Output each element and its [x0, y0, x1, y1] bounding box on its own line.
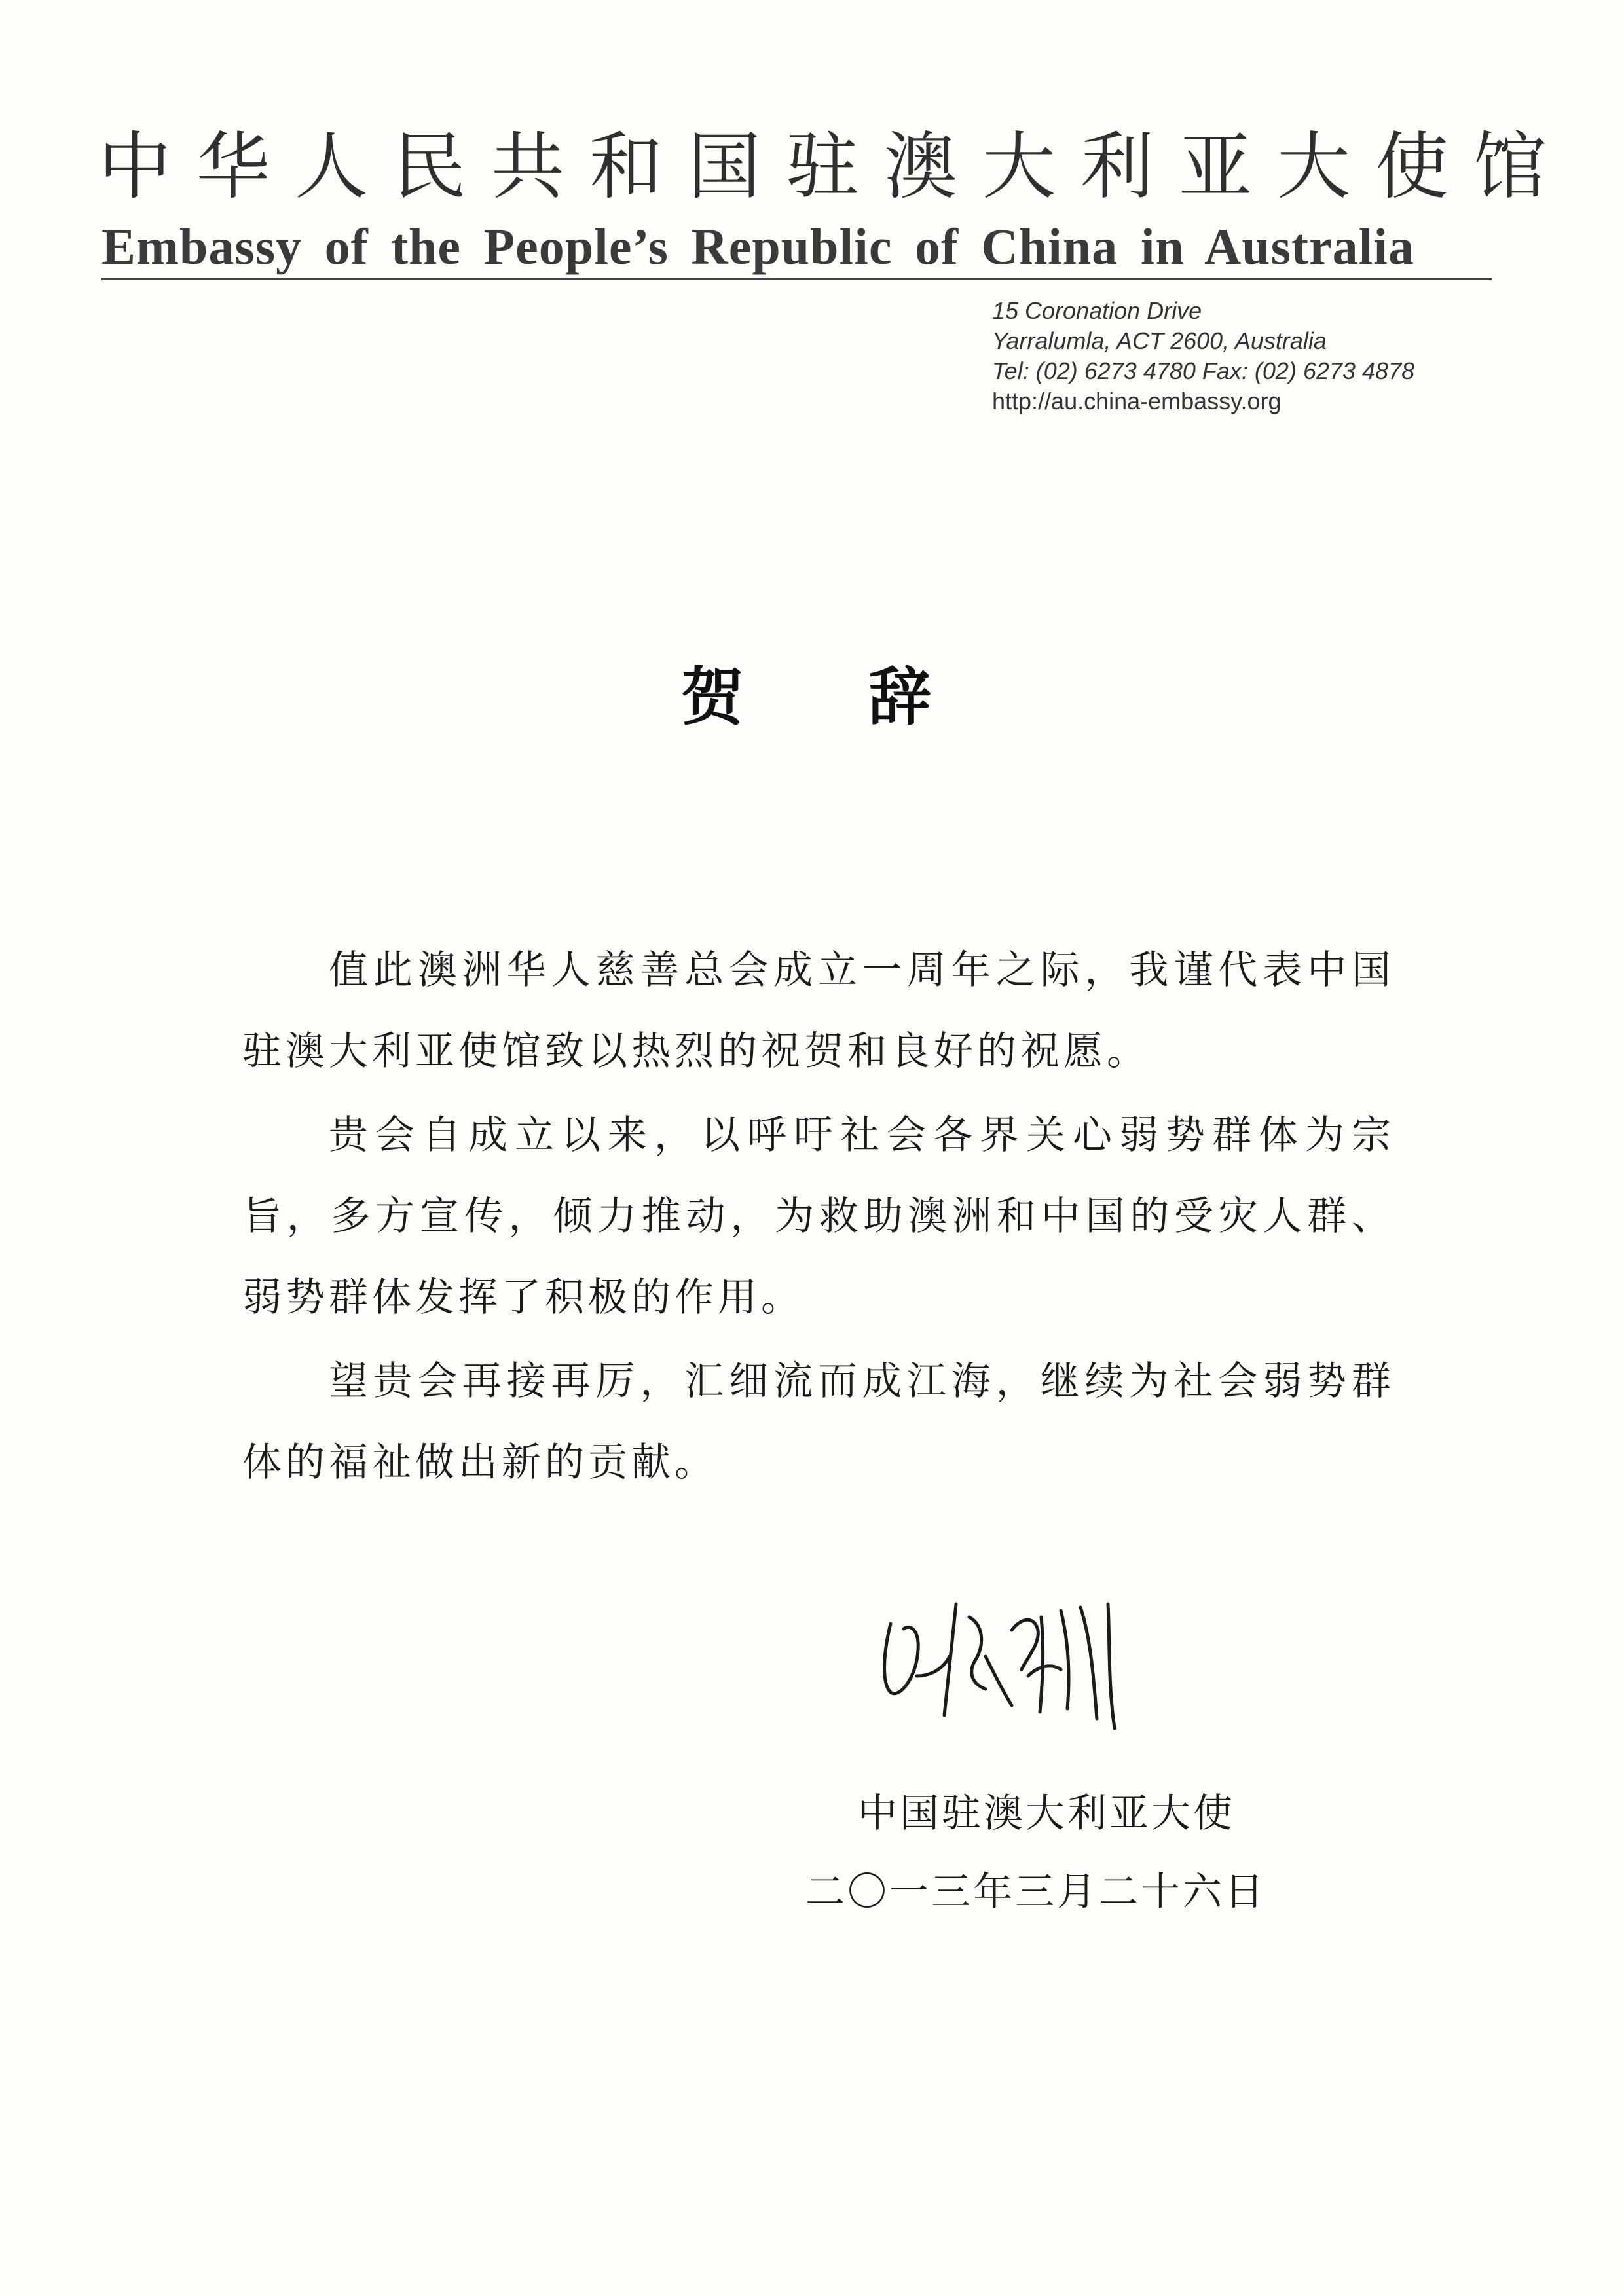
- letterhead-address: [992, 296, 1414, 416]
- body-paragraph-3: 望贵会再接再厉，汇细流而成江海，继续为社会弱势群体的福祉做出新的贡献。: [242, 1358, 1395, 1485]
- letterhead-divider: [101, 278, 1492, 280]
- body-paragraph-2: 贵会自成立以来，以呼吁社会各界关心弱势群体为宗旨，多方宣传，倾力推动，为救助澳洲和中国的受灾人群、弱势群体发挥了积极的作用。: [242, 1112, 1395, 1321]
- body-paragraph-1: 值此澳洲华人慈善总会成立一周年之际，我谨代表中国驻澳大利亚使馆致以热烈的祝贺和良好的祝愿。: [242, 947, 1395, 1074]
- address-locality: Yarralumla, ACT 2600, Australia: [992, 327, 1327, 354]
- address-street: 15 Coronation Drive: [992, 297, 1202, 324]
- letterhead-english-name: Embassy of the People’s Republic of China in Australia: [101, 218, 1414, 275]
- heading-char-1: 贺: [681, 661, 744, 734]
- handwritten-signature: [871, 1578, 1159, 1741]
- document-heading: [681, 661, 931, 733]
- signature-block: [805, 1774, 1266, 1931]
- letter-date: 二〇一三年三月二十六日: [805, 1869, 1266, 1915]
- letter-body: [242, 930, 1395, 1506]
- address-phone-fax: Tel: (02) 6273 4780 Fax: (02) 6273 4878: [992, 357, 1415, 384]
- signer-title: 中国驻澳大利亚大使: [858, 1791, 1235, 1836]
- letterhead-chinese-name: 中华人民共和国驻澳大利亚大使馆: [98, 124, 1572, 210]
- heading-char-2: 辞: [868, 661, 931, 734]
- address-website: http://au.china-embassy.org: [992, 388, 1282, 414]
